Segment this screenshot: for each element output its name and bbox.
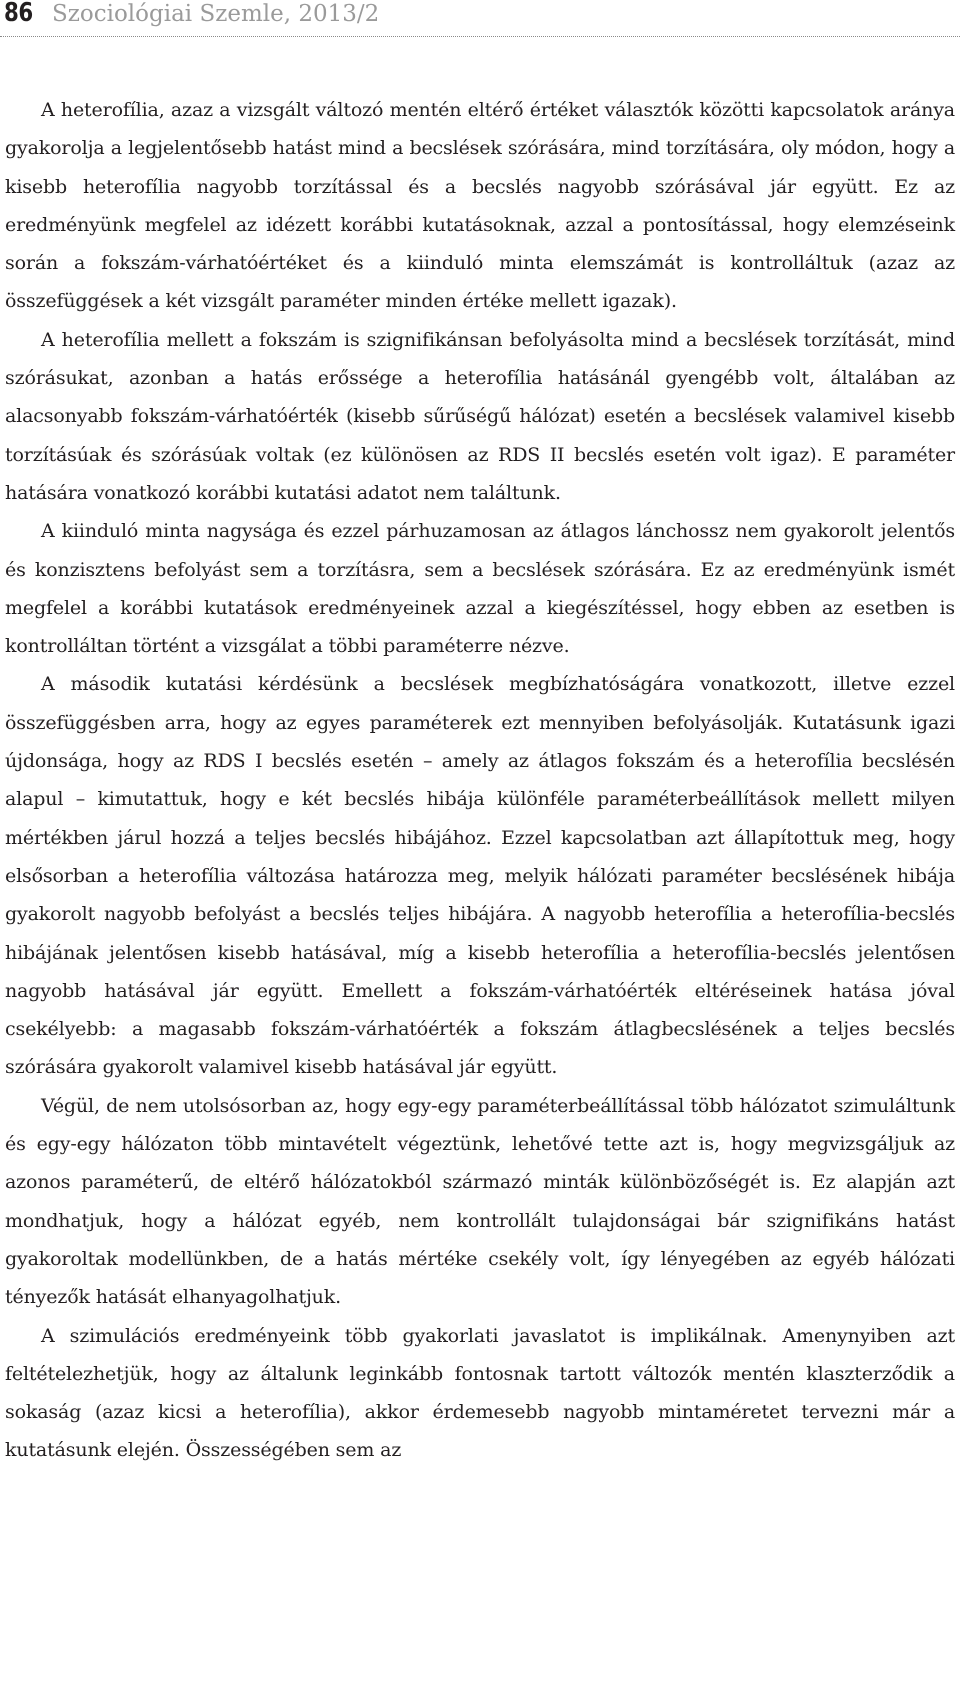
paragraph: A heterofília, azaz a vizsgált változó mentén eltérő értéket választók közötti kapcsolatok aránya gyakorolja a legjelentősebb hatást mind a becslések szórására, mind torzítására, oly módon, hogy a kisebb heterofília nagyobb torzítással és a becslés nagyobb szórásával jár együtt. Ez az eredményünk megfelel az idézett korábbi kutatásoknak, azzal a pontosítással, hogy elemzéseink során a fokszám-várhatóértéket és a kiinduló minta elemszámát is kontrolláltuk (azaz az összefüggések a két vizsgált paraméter minden értéke mellett igazak).	[5, 99, 955, 313]
article-body	[5, 91, 955, 1470]
paragraph: A szimulációs eredményeink több gyakorlati javaslatot is implikálnak. Amenynyiben azt feltételezhetjük, hogy az általunk leginkább fontosnak tartott változók mentén klaszterződik a sokaság (azaz kicsi a heterofília), akkor érdemesebb nagyobb mintaméretet tervezni már a kutatásunk elején. Összességében sem az	[5, 1324, 955, 1462]
paragraph: A második kutatási kérdésünk a becslések megbízhatóságára vonatkozott, illetve ezzel összefüggésben arra, hogy az egyes paraméterek ezt mennyiben befolyásolják. Kutatásunk igazi újdonsága, hogy az RDS I becslés esetén – amely az átlagos fokszám és a heterofília becslésén alapul – kimutattuk, hogy e két becslés hibája különféle paraméterbeállítások mellett milyen mértékben járul hozzá a teljes becslés hibájához. Ezzel kapcsolatban azt állapítottuk meg, hogy elsősorban a heterofília változása határozza meg, melyik hálózati paraméter becslésének hibája gyakorolt nagyobb befolyást a becslés teljes hibájára. A nagyobb heterofília a heterofília-becslés hibájának jelentősen kisebb hatásával, míg a kisebb heterofília a heterofília-becslés jelentősen nagyobb hatásával jár együtt. Emellett a fokszám-várhatóérték eltéréseinek hatása jóval csekélyebb: a magasabb fokszám-várhatóérték a fokszám átlagbecslésének a teljes becslés szórására gyakorolt valamivel kisebb hatásával jár együtt.	[5, 673, 955, 1079]
paragraph: A kiinduló minta nagysága és ezzel párhuzamosan az átlagos lánchossz nem gyakorolt jelentős és konzisztens befolyást sem a torzításra, sem a becslések szórására. Ez az eredményünk ismét megfelel a korábbi kutatások eredményeinek azzal a kiegészítéssel, hogy ebben az esetben is kontrolláltan történt a vizsgálat a többi paraméterre nézve.	[5, 520, 955, 658]
paragraph: A heterofília mellett a fokszám is szignifikánsan befolyásolta mind a becslések torzítását, mind szórásukat, azonban a hatás erőssége a heterofília hatásánál gyengébb volt, általában az alacsonyabb fokszám-várhatóérték (kisebb sűrűségű hálózat) esetén a becslések valamivel kisebb torzításúak és szórásúak voltak (ez különösen az RDS II becslés esetén volt igaz). E paraméter hatására vonatkozó korábbi kutatási adatot nem találtunk.	[5, 328, 955, 504]
header-divider	[0, 36, 960, 37]
page-header	[0, 0, 960, 36]
journal-title: Szociológiai Szemle, 2013/2	[52, 1, 380, 27]
page-number: 86	[4, 0, 33, 28]
paragraph: Végül, de nem utolsósorban az, hogy egy-egy paraméterbeállítással több hálózatot szimuláltunk és egy-egy hálózaton több mintavételt végeztünk, lehetővé tette azt is, hogy megvizsgáljuk az azonos paraméterű, de eltérő hálózatokból származó minták különbözőségét is. Ez alapján azt mondhatjuk, hogy a hálózat egyéb, nem kontrollált tulajdonságai bár szignifikáns hatást gyakoroltak modellünkben, de a hatás mértéke csekély volt, így lényegében az egyéb hálózati tényezők hatását elhanyagolhatjuk.	[5, 1094, 955, 1309]
